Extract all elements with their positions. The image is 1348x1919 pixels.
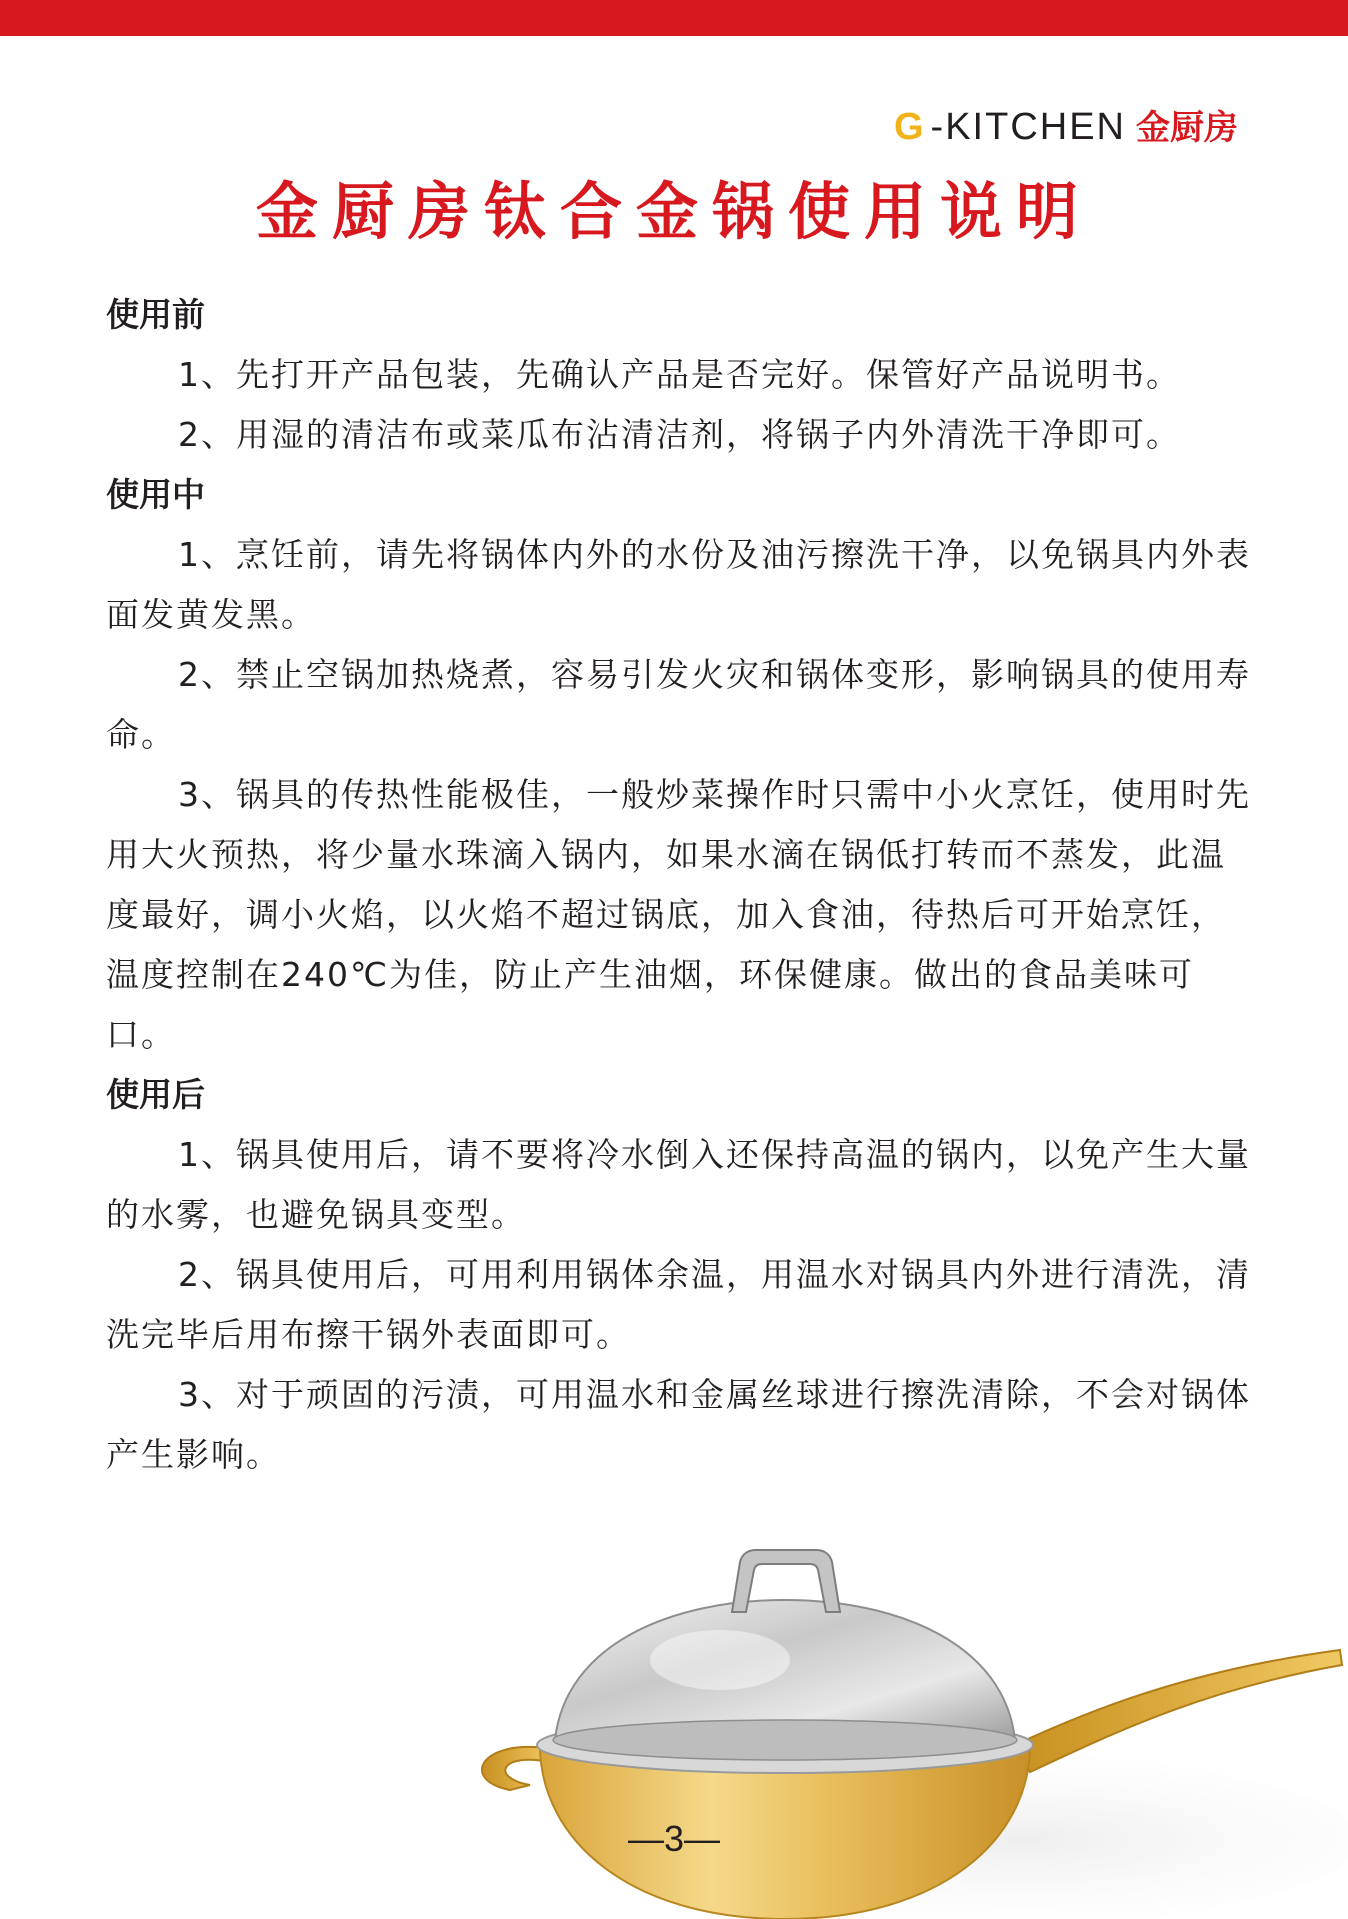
instruction-item: 3、锅具的传热性能极佳，一般炒菜操作时只需中小火烹饪，使用时先用大火预热，将少量水珠滴入锅内，如果水滴在锅低打转而不蒸发，此温度最好，调小火焰，以火焰不超过锅底，加入食油，待热后可开始烹饪，温度控制在240℃为佳，防止产生油烟，环保健康。做出的食品美味可口。 [106,775,1251,1054]
instruction-item: 1、烹饪前，请先将锅体内外的水份及油污擦洗干净，以免锅具内外表面发黄发黑。 [106,535,1251,634]
section-heading: 使用前 [106,295,205,334]
section-during-use [106,465,1256,1065]
page-number: —3— [627,1818,721,1859]
section-heading: 使用后 [106,1075,205,1114]
top-red-bar [0,0,1348,36]
brand-logo-chinese: 金厨房 [1136,108,1238,148]
instruction-item: 2、锅具使用后，可用利用锅体余温，用温水对锅具内外进行清洗，清洗完毕后用布擦干锅外表面即可。 [106,1255,1251,1354]
instruction-item: 3、对于顽固的污渍，可用温水和金属丝球进行擦洗清除，不会对锅体产生影响。 [106,1375,1251,1474]
brand-logo [894,100,1238,149]
lid-highlight [650,1630,790,1690]
lid-edge [553,1720,1017,1760]
instruction-item: 1、锅具使用后，请不要将冷水倒入还保持高温的锅内，以免产生大量的水雾，也避免锅具变型。 [106,1135,1251,1234]
instruction-item: 2、用湿的清洁布或菜瓜布沾清洁剂，将锅子内外清洗干净即可。 [178,415,1181,454]
instruction-item: 2、禁止空锅加热烧煮，容易引发火灾和锅体变形，影响锅具的使用寿命。 [106,655,1251,754]
wok-product-image [470,1540,1348,1919]
instructions-body [106,285,1256,1485]
instruction-item: 1、先打开产品包装，先确认产品是否完好。保管好产品说明书。 [178,355,1181,394]
section-after-use [106,1065,1256,1485]
long-handle [1015,1650,1342,1772]
brand-logo-g: G [893,106,925,148]
section-heading: 使用中 [106,475,205,514]
brand-logo-kitchen: -KITCHEN [930,106,1126,148]
section-before-use [106,285,1256,465]
page-title: 金厨房钛合金锅使用说明 [255,175,1092,248]
